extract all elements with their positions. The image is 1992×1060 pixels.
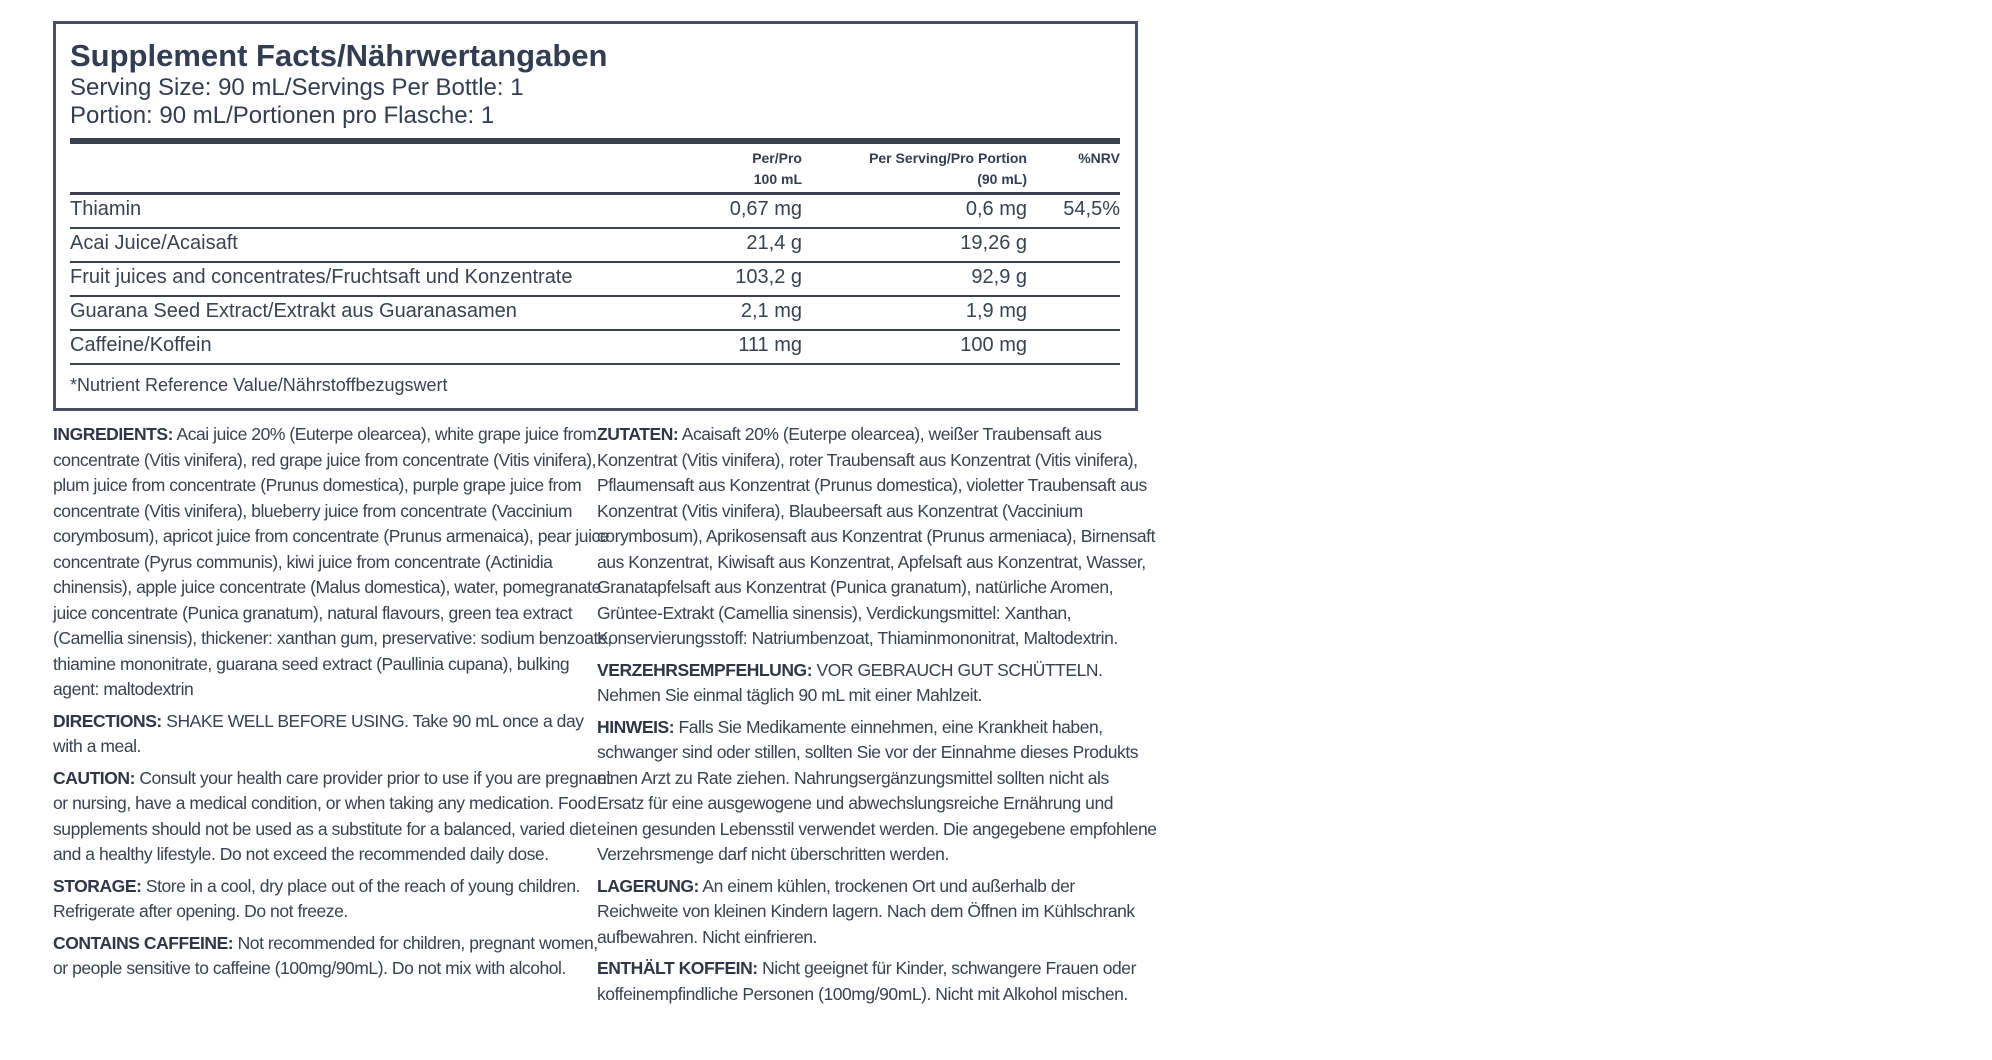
directions-paragraph	[53, 709, 613, 760]
row-serving: 19,26 g	[960, 232, 1027, 254]
row-divider	[70, 261, 1120, 263]
row-divider	[70, 329, 1120, 331]
row-name: Guarana Seed Extract/Extrakt aus Guaranasamen	[70, 300, 517, 322]
row-divider	[70, 363, 1120, 365]
row-per100: 103,2 g	[735, 266, 802, 288]
storage-paragraph	[53, 874, 613, 925]
row-divider	[70, 295, 1120, 297]
hinweis-text: Falls Sie Medikamente einnehmen, eine Krankheit haben, schwanger sind oder stillen, sollten Sie vor der Einnahme dieses Produkts einen Arzt zu Rate ziehen. Nahrungsergänzungsmittel sollten nicht als Ersatz für eine ausgewogene und abwechslungsreiche Ernährung und einen gesunden Lebensstil verwendet werden. Die angegebene empfohlene Verzehrsmenge darf nicht überschritten werden.	[597, 716, 1157, 864]
ingredients-paragraph	[53, 422, 613, 703]
row-name: Fruit juices and concentrates/Fruchtsaft und Konzentrate	[70, 266, 573, 288]
verzehr-label: VERZEHRSEMPFEHLUNG:	[597, 659, 813, 680]
row-serving: 100 mg	[960, 334, 1027, 356]
facts-title: Supplement Facts/Nährwertangaben	[70, 38, 608, 73]
serving-size-de: Portion: 90 mL/Portionen pro Flasche: 1	[70, 102, 495, 129]
row-name: Acai Juice/Acaisaft	[70, 232, 238, 254]
nrv-footnote: *Nutrient Reference Value/Nährstoffbezugswert	[70, 375, 448, 395]
zutaten-text: Acaisaft 20% (Euterpe olearcea), weißer Traubensaft aus Konzentrat (Vitis vinifera), roter Traubensaft aus Konzentrat (Vitis vinifera), Pflaumensaft aus Konzentrat (Prunus domestica), violetter Traubensaft aus Konzentrat (Vitis vinifera), Blaubeersaft aus Konzentrat (Vaccinium corymbosum), Aprikosensaft aus Konzentrat (Prunus armeniaca), Birnensaft aus Konzentrat, Kiwisaft aus Konzentrat, Apfelsaft aus Konzentrat, Wasser, Granatapfelsaft aus Konzentrat (Punica granatum), natürliche Aromen, Grüntee-Extrakt (Camellia sinensis), Verdickungsmittel: Xanthan, Konservierungsstoff: Natriumbenzoat, Thiaminmononitrat, Maltodextrin.	[597, 424, 1156, 648]
thick-divider	[70, 138, 1120, 144]
zutaten-paragraph	[597, 422, 1157, 652]
row-per100: 0,67 mg	[729, 198, 802, 220]
header-per-100ml: Per/Pro 100 mL	[752, 150, 802, 187]
koffein-paragraph	[597, 956, 1157, 1007]
caffeine-label: CONTAINS CAFFEINE:	[53, 932, 234, 953]
caution-text: Consult your health care provider prior to use if you are pregnant or nursing, have a medical condition, or when taking any medication. Food supplements should not be used as a substitute for a balanced, varied diet and a healthy lifestyle. Do not exceed the recommended daily dose.	[53, 767, 611, 864]
row-divider	[70, 227, 1120, 229]
caffeine-paragraph	[53, 931, 613, 982]
koffein-label: ENTHÄLT KOFFEIN:	[597, 958, 758, 978]
serving-size-en: Serving Size: 90 mL/Servings Per Bottle: 1	[70, 74, 524, 101]
storage-text: Store in a cool, dry place out of the reach of young children. Refrigerate after opening. Do not freeze.	[53, 875, 581, 921]
lagerung-paragraph	[597, 874, 1157, 951]
row-serving: 92,9 g	[971, 266, 1027, 288]
ingredients-text: Acai juice 20% (Euterpe olearcea), white grape juice from concentrate (Vitis vinifera), red grape juice from concentrate (Vitis vinifera), plum juice from concentrate (Prunus domestica), purple grape juice from concentrate (Vitis vinifera), blueberry juice from concentrate (Vaccinium corymbosum), apricot juice from concentrate (Prunus armenaica), pear juice concentrate (Pyrus communis), kiwi juice from concentrate (Actinidia chinensis), apple juice concentrate (Malus domestica), water, pomegranate juice concentrate (Punica granatum), natural flavours, green tea extract (Camellia sinensis), thickener: xanthan gum, preservative: sodium benzoate, thiamine mononitrate, guarana seed extract (Paullinia cupana), bulking agent: maltodextrin	[53, 424, 612, 699]
directions-label: DIRECTIONS:	[53, 710, 162, 731]
row-nrv: 54,5%	[1063, 198, 1120, 220]
caution-label: CAUTION:	[53, 767, 135, 788]
hinweis-label: HINWEIS:	[597, 716, 675, 737]
header-per-serving: Per Serving/Pro Portion (90 mL)	[869, 150, 1027, 187]
row-serving: 0,6 mg	[965, 198, 1027, 220]
english-text-column	[53, 422, 613, 988]
row-name: Thiamin	[70, 198, 142, 220]
ingredients-label: INGREDIENTS:	[53, 424, 174, 444]
row-per100: 21,4 g	[746, 232, 802, 254]
row-serving: 1,9 mg	[965, 300, 1027, 322]
row-name: Caffeine/Koffein	[70, 334, 212, 356]
header-divider	[70, 192, 1120, 195]
caution-paragraph	[53, 766, 613, 868]
verzehr-text: VOR GEBRAUCH GUT SCHÜTTELN. Nehmen Sie einmal täglich 90 mL mit einer Mahlzeit.	[597, 659, 1103, 705]
zutaten-label: ZUTATEN:	[597, 424, 679, 444]
verzehr-paragraph	[597, 658, 1157, 709]
directions-text: SHAKE WELL BEFORE USING. Take 90 mL once a day with a meal.	[53, 710, 584, 756]
row-per100: 111 mg	[738, 334, 802, 356]
hinweis-paragraph	[597, 715, 1157, 868]
supplement-facts-panel	[53, 21, 1138, 411]
koffein-text: Nicht geeignet für Kinder, schwangere Frauen oder koffeinempfindliche Personen (100mg/90mL). Nicht mit Alkohol mischen.	[597, 958, 1136, 1004]
header-nrv: %NRV	[1078, 150, 1120, 166]
storage-label: STORAGE:	[53, 875, 142, 896]
caffeine-text: Not recommended for children, pregnant women, or people sensitive to caffeine (100mg/90mL). Do not mix with alcohol.	[53, 932, 598, 978]
row-per100: 2,1 mg	[740, 300, 802, 322]
german-text-column	[597, 422, 1157, 1013]
lagerung-label: LAGERUNG:	[597, 875, 699, 896]
lagerung-text: An einem kühlen, trockenen Ort und außerhalb der Reichweite von kleinen Kindern lagern. Nach dem Öffnen im Kühlschrank aufbewahren. Nicht einfrieren.	[597, 875, 1135, 947]
